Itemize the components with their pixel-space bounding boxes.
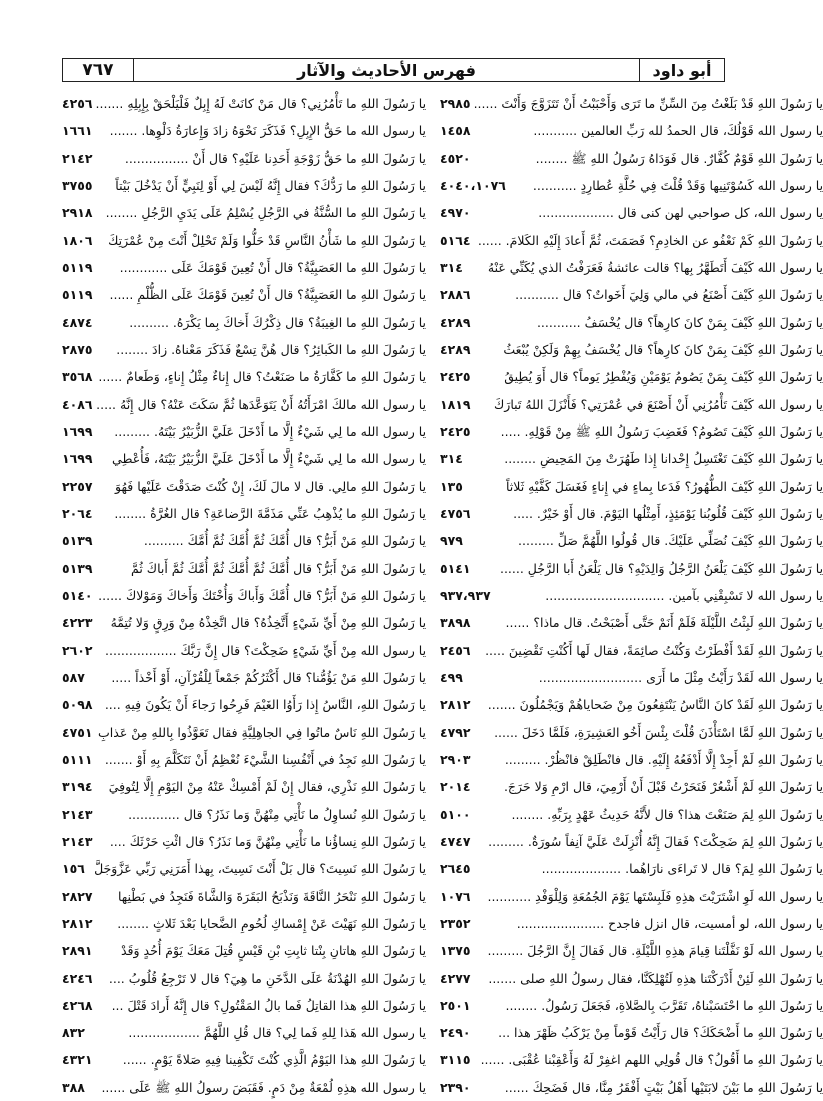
entry-number: ٢٣٩٠ bbox=[440, 1079, 471, 1095]
index-entry bbox=[62, 609, 426, 636]
index-entry bbox=[440, 309, 823, 336]
entry-text: يا رَسُولَ اللهِ ما كَفَّارَةُ ما صَنَعْتُ؟ قال إِناءٌ مِثْلُ إِناءٍ، وَطَعامٌ ...... bbox=[98, 369, 427, 385]
entry-text: يا رَسُولَ اللهِ لَمْ أَشْعُرْ فَنَحَرْتُ قَبْلَ أَنْ أَرْمِيَ، قال ارْمِ وَلا حَرَجَ. bbox=[503, 779, 823, 795]
entry-number: ٤٢٥٦ bbox=[62, 96, 93, 111]
entry-text: يا رسول الله ما لِي شَيْءٌ إِلَّا ما أَدْخَلَ عَلَيَّ الزُّبَيْرُ بَيْتَهُ. ......... bbox=[114, 423, 427, 439]
entry-number: ٢٦٠٢ bbox=[62, 642, 93, 658]
entry-number: ٢١٤٣ bbox=[62, 806, 93, 822]
index-entry bbox=[62, 1074, 426, 1101]
entry-number: ٤٣٢١ bbox=[62, 1052, 93, 1068]
index-entry bbox=[440, 801, 823, 828]
index-entry bbox=[62, 773, 426, 800]
index-columns bbox=[62, 90, 823, 1095]
index-entry bbox=[440, 227, 823, 254]
index-entry bbox=[62, 391, 426, 418]
entry-text: يا رَسُولَ اللهِ نِساؤُنا ما نَأْتِي مِنْهُنَّ وَما نَذَرُ؟ قال ائْتِ حَرْثَكَ .... bbox=[109, 833, 427, 849]
entry-text: يا رَسُولَ اللهِ ما أَضْحَكَكَ؟ قال رَأَيْتُ قَوْماً مِنْ يَرْكَبُ ظَهْرَ هذا ... bbox=[498, 1025, 823, 1041]
index-entry bbox=[62, 336, 426, 363]
entry-number: ٤٢٨٩ bbox=[440, 341, 471, 357]
entry-number: ٤٧٤٧ bbox=[440, 833, 471, 849]
entry-text: يا رسول الله كَيْفَ أَتَطَهَّرُ بِها؟ قالت عائشةُ فَعَرَفْتُ الذي يُكَنِّي عَنْهُ bbox=[487, 259, 823, 275]
entry-text: يا رسول الله كَيْفَ تَأْمُرُنِي أَنْ أَصْنَعَ في عُمْرَتِي؟ فَأَنْزَلَ اللهُ تَبارَكَ bbox=[494, 396, 823, 412]
entry-text: يا رَسُولَ اللهِ نَاسٌ ماتُوا فِي الجاهِلِيَّةِ فقال تَعَوَّذُوا بِاللهِ مِنْ عَذابِ bbox=[98, 724, 427, 740]
index-entry bbox=[62, 227, 426, 254]
index-entry bbox=[62, 172, 426, 199]
entry-number: ٩٣٧،٩٣٧ bbox=[440, 587, 491, 603]
entry-number: ٤٢٤٦ bbox=[62, 970, 93, 986]
index-entry bbox=[440, 254, 823, 281]
index-entry bbox=[440, 637, 823, 664]
index-entry bbox=[62, 473, 426, 500]
index-entry bbox=[62, 746, 426, 773]
entry-text: يا رَسُولَ اللهِ مَنْ أَبَرُّ؟ قال أُمَّكَ ثُمَّ أُمَّكَ ثُمَّ أُمَّكَ ثُمَّ أَباكَ ثُمَّ bbox=[131, 560, 427, 576]
entry-text: يا رَسُولَ اللهِ نَسِيتَ؟ قال بَلْ أَنْتَ نَسِيتَ، بِهذا أَمَرَنِي رَبِّي عَزَّوَجَلَّ bbox=[94, 861, 427, 877]
index-entry bbox=[440, 855, 823, 882]
entry-text: يا رَسُولَ اللهِ مَنْ أَبَرُّ؟ قال أُمَّكَ ثُمَّ أُمَّكَ ثُمَّ أُمَّكَ .......... bbox=[143, 533, 427, 549]
index-entry bbox=[62, 828, 426, 855]
index-entry bbox=[62, 117, 426, 144]
entry-number: ٢٦٤٥ bbox=[440, 861, 471, 877]
index-entry bbox=[440, 883, 823, 910]
index-entry bbox=[440, 691, 823, 718]
entry-number: ٢٤٢٥ bbox=[440, 369, 471, 385]
entry-number: ٥٨٧ bbox=[62, 669, 85, 685]
index-entry bbox=[62, 363, 426, 390]
entry-number: ١٦٩٩ bbox=[62, 451, 93, 467]
entry-number: ٥١١٩ bbox=[62, 259, 93, 275]
index-entry bbox=[62, 965, 426, 992]
entry-number: ٣٨٩٨ bbox=[440, 615, 471, 631]
index-entry bbox=[440, 281, 823, 308]
entry-text: يا رَسُولَ اللهِ الهُدْنَةُ عَلَى الدَّخَنِ ما هِيَ؟ قال لا تَرْجِعُ قُلُوبُ .... bbox=[108, 970, 427, 986]
index-entry bbox=[440, 500, 823, 527]
entry-number: ٤٧٥١ bbox=[62, 724, 93, 740]
entry-number: ٤٢٢٣ bbox=[62, 615, 93, 631]
index-entry bbox=[440, 199, 823, 226]
entry-number: ٣٧٥٥ bbox=[62, 177, 93, 193]
entry-number: ٢٠١٤ bbox=[440, 779, 471, 795]
index-entry bbox=[440, 1019, 823, 1046]
entry-text: يا رَسُولَ اللهِ ما حَقُّ زَوْجَةِ أَحَدِنا عَلَيْهِ؟ قال أَنْ ................ bbox=[124, 150, 427, 166]
index-entry bbox=[440, 145, 823, 172]
entry-text: يا رسول الله لَوِ اشْتَرَيْتَ هذِهِ فَلَبِسْتَها يَوْمَ الجُمُعَةِ وَلِلْوَفْدِ ........... bbox=[487, 888, 823, 904]
entry-number: ١٣٧٥ bbox=[440, 943, 471, 959]
entry-text: يا رَسُولَ اللهِ مِنْ أَيِّ شَيْءٍ أَتَّخِذُهُ؟ قال اتَّخِذْهُ مِنْ وَرِقٍ وَلا تُتِمَّهُ bbox=[110, 615, 427, 631]
index-entry bbox=[62, 309, 426, 336]
entry-number: ١٥٦ bbox=[62, 861, 85, 877]
index-entry bbox=[62, 691, 426, 718]
entry-number: ٢٤٥٦ bbox=[440, 642, 471, 658]
entry-text: يا رَسُولَ اللهِ ما شَأْنُ النَّاسِ قَدْ حَلُّوا وَلَمْ تَحْلِلْ أَنْتَ مِنْ عُمْرَتِكَ bbox=[108, 232, 427, 248]
index-entry bbox=[440, 746, 823, 773]
entry-number: ٣٥٦٨ bbox=[62, 369, 93, 385]
index-entry bbox=[62, 664, 426, 691]
entry-number: ٤٢٧٧ bbox=[440, 970, 471, 986]
entry-text: يا رَسُولَ اللهِ ما الكَبائِرُ؟ قال هُنَّ تِسْعٌ فَذَكَرَ مَعْناهُ. زادَ ........ bbox=[116, 341, 427, 357]
index-entry bbox=[62, 937, 426, 964]
entry-number: ٢٩٠٣ bbox=[440, 751, 471, 767]
index-entry bbox=[440, 664, 823, 691]
entry-text: يا رَسُولَ اللهِ هاتانِ بِنْتا ثابِتِ بْنِ قَيْسٍ قُتِلَ مَعَكَ يَوْمَ أُحُدٍ وَقَدْ bbox=[121, 943, 427, 959]
entry-text: يا رَسُولَ اللهِ كَيْفَ قُلُوبُنا يَوْمَئِذٍ، أَمِثْلُها اليَوْمَ. قال أَوْ خَيْرٌ. ..... bbox=[513, 505, 823, 521]
index-entry bbox=[62, 90, 426, 117]
page-header bbox=[62, 58, 725, 82]
entry-text: يا رَسُولَ اللهِ، النَّاسُ إِذا رَأَوُا الغَيْمَ فَرِحُوا رَجاءَ أَنْ يَكُونَ فِيهِ .... bbox=[104, 697, 427, 713]
entry-number: ٥١٣٩ bbox=[62, 533, 93, 549]
entry-text: يا رسول الله هَذا لِلهِ فَما لِي؟ قال قُلِ اللَّهُمَّ .................. bbox=[128, 1025, 427, 1041]
entry-text: يا رَسُولَ اللهِ كَيْفَ بِمَنْ يَصُومُ يَوْمَيْنِ وَيُفْطِرُ يَوماً؟ قال أَوَ يُطِيقُ bbox=[504, 369, 823, 385]
index-entry bbox=[62, 199, 426, 226]
entry-number: ٢٨٨٦ bbox=[440, 287, 471, 303]
entry-text: يا رَسُولَ اللهِ ما احْتَسَبْناهُ، تَقَرَّبَ بِالصَّلاةِ، فَجَعَلَ رَسُولُ. ........ bbox=[505, 997, 823, 1013]
entry-number: ٢٢٥٧ bbox=[62, 478, 93, 494]
index-entry bbox=[62, 254, 426, 281]
entry-text: يا رسول الله ما حَقُّ الإِبِلِ؟ فَذَكَرَ نَحْوَهُ زادَ وَإِعارَةُ دَلْوِها. ....... bbox=[109, 123, 427, 139]
entry-number: ١٠٧٦ bbox=[440, 888, 471, 904]
entry-text: يا رَسُولَ اللهِ كَيْفَ نُصَلِّي عَلَيْكَ. قال قُولُوا اللَّهُمَّ صَلِّ ......... bbox=[518, 533, 823, 549]
entry-number: ٥١٦٤ bbox=[440, 232, 471, 248]
index-entry bbox=[62, 555, 426, 582]
index-entry bbox=[440, 117, 823, 144]
index-entry bbox=[440, 90, 823, 117]
entry-number: ٢٣٥٢ bbox=[440, 915, 471, 931]
entry-number: ٥١٤٠ bbox=[62, 587, 93, 603]
entry-text: يا رَسُولَ اللهِ كَيْفَ بِمَنْ كانَ كارِهاً؟ قال يُخْسَفُ ........... bbox=[536, 314, 823, 330]
entry-text: يا رَسُولَ اللهِ لِمَ ضَحِكْتَ؟ فَقالَ إِنَّهُ أُنْزِلَتْ عَلَيَّ آنِفاً سُورَةٌ. ......... bbox=[488, 833, 823, 849]
entry-text: يا رَسُولَ اللهِ لَئِنْ أَدْرَكْتَنا هذِهِ لَتُهْلِكَنَّا، فقال رسولُ اللهِ صلى ....... bbox=[488, 970, 823, 986]
entry-text: يا رَسُولَ اللهِ كَيْفَ تَصُومُ؟ فَغَضِبَ رَسُولُ اللهِ ﷺ مِنْ قَوْلِهِ. ..... bbox=[500, 423, 823, 439]
entry-number: ٣١٤ bbox=[440, 259, 463, 275]
page-number: ٧٦٧ bbox=[63, 59, 134, 81]
entry-text: يا رَسُولَ اللهِ ما يُذْهِبُ عَنِّي مَذَمَّةَ الرَّضاعَةِ؟ قال الغُرَّةُ ........ bbox=[114, 505, 427, 521]
entry-number: ٨٣٢ bbox=[62, 1025, 85, 1041]
entry-text: يا رَسُولَ اللهِ نُساوِلُ ما نَأْتِي مِنْهُنَّ وَما نَذَرُ؟ قال ............. bbox=[128, 806, 427, 822]
entry-text: يا رَسُولَ اللهِ نَذْرِي، فقال إِنْ لَمْ أَمْسِكْ عَنْهُ مِنْ اليَوْمِ إِلَّا لِتُوفِيَ bbox=[108, 779, 427, 795]
entry-text: يا رسول الله مالكَ امْرَأَتُهُ أَنْ يَتَوَعَّدَها ثُمَّ سَكَتَ عَنْهُ؟ قال إِنَّهُ ..... bbox=[96, 396, 427, 412]
entry-text: يا رَسُولَ اللهِ لَقَدْ كانَ النَّاسُ يَنْتَفِعُونَ مِنْ ضَحاياهُمْ وَيَجْمُلُونَ ....... bbox=[487, 697, 823, 713]
entry-number: ١٣٥ bbox=[440, 478, 463, 494]
entry-text: يا رَسُولَ اللهِ مالِي. قال لا مالَ لَكَ، إِنْ كُنْتَ صَدَقْتَ عَلَيْها فَهُوَ bbox=[115, 478, 427, 494]
index-entry bbox=[62, 855, 426, 882]
index-entry bbox=[440, 609, 823, 636]
index-entry bbox=[62, 1046, 426, 1073]
entry-text: يا رَسُولَ اللهِ ما تَأْمُرُنِي؟ قال مَنْ كانَتْ لَهُ إِبِلٌ فَلْيَلْحَقْ بِإِبِلِهِ ....... bbox=[95, 96, 427, 111]
entry-text: يا رَسُولَ اللهِ لِمَ صَنَعْتَ هذا؟ قال لأَنَّهُ حَدِيثُ عَهْدٍ بِرَبِّهِ. ........ bbox=[511, 806, 823, 822]
entry-text: يا رَسُولَ اللهِ ما السُّنَّةُ في الرَّجُلِ يُسْلِمُ عَلَى يَدَيِ الرَّجُلِ ........ bbox=[105, 205, 427, 221]
entry-number: ٥٠٩٨ bbox=[62, 697, 93, 713]
entry-text: يا رَسُولَ اللهِ ما رَدُّكَ؟ فقال إِنَّهُ لَيْسَ لِي أَوْ لِنَبِيٍّ أَنْ يَدْخُلَ بَيْتاً bbox=[115, 177, 427, 193]
index-entry bbox=[62, 910, 426, 937]
entry-text: يا رَسُولَ اللهِ لَقَدْ أَفْطَرْتُ وَكُنْتُ صائِمَةً، فقال لَها أَكُنْتِ تَقْضِينَ ..... bbox=[485, 642, 823, 658]
entry-number: ٤٢٨٩ bbox=[440, 314, 471, 330]
entry-text: يا رَسُولَ اللهِ كَيْفَ تَغْتَسِلُ إِحْدانا إِذا طَهُرَتْ مِنَ المَحِيضِ ........ bbox=[504, 451, 823, 467]
entry-number: ١٨٠٦ bbox=[62, 232, 93, 248]
entry-text: يا رَسُولَ اللهِ هذا اليَوْمُ الَّذِي كُنْتَ تَكْفِينا فِيهِ صَلاةً يَوْمٍ. ...... bbox=[122, 1052, 427, 1068]
index-entry bbox=[440, 937, 823, 964]
entry-number: ٢٥٠١ bbox=[440, 997, 471, 1013]
entry-text: يا رَسُولَ اللهِ ما العَصَبِيَّةُ؟ قال أَنْ تُعِينَ قَوْمَكَ عَلَى الظُّلْمِ ...... bbox=[109, 287, 427, 303]
index-entry bbox=[62, 281, 426, 308]
index-entry bbox=[440, 1046, 823, 1073]
entry-number: ٩٧٩ bbox=[440, 533, 463, 549]
entry-number: ٤٧٩٢ bbox=[440, 724, 471, 740]
entry-text: يا رَسُولَ اللهِ لِمَ؟ قال لا تَراءَى نارَاهُما. .................... bbox=[541, 861, 823, 877]
entry-text: يا رَسُولَ اللهِ لَمْ أَجِدْ إِلَّا أَدْفَعُهُ إِلَيْهِ. قال فانْطَلِقْ فانْظُرْ. ......... bbox=[504, 751, 823, 767]
entry-text: يا رَسُولَ اللهِ ما العَصَبِيَّةُ؟ قال أَنْ تُعِينَ قَوْمَكَ عَلَى ............ bbox=[119, 259, 427, 275]
entry-number: ٢١٤٣ bbox=[62, 833, 93, 849]
entry-number: ٢٨٢٧ bbox=[62, 888, 93, 904]
index-entry bbox=[440, 965, 823, 992]
entry-text: يا رسول الله ما لِي شَيْءٌ إِلَّا ما أَدْخَلَ عَلَيَّ الزُّبَيْرُ بَيْتَهُ، فَأُعْطِي bbox=[112, 451, 427, 467]
entry-number: ٢٤٩٠ bbox=[440, 1025, 471, 1041]
entry-number: ٤٠٨٦ bbox=[62, 396, 93, 412]
entry-text: يا رَسُولَ اللهِ قَدْ بَلَغْتُ مِنَ السِّنِّ ما تَرَى وَأَحْبَبْتُ أَنْ تَتَزَوَّجَ وَأَنْتَ ...... bbox=[473, 96, 823, 111]
index-entry bbox=[62, 145, 426, 172]
entry-number: ٤٥٢٠ bbox=[440, 150, 471, 166]
index-entry bbox=[440, 363, 823, 390]
index-entry bbox=[440, 555, 823, 582]
index-entry bbox=[62, 500, 426, 527]
entry-text: يا رَسُولَ اللهِ مَنْ يَؤُمُّنا؟ قال أَكْثَرُكُمْ جَمْعاً لِلْقُرْآنِ، أَوْ أَخْذاً ..... bbox=[111, 669, 427, 685]
entry-number: ٤٢٦٨ bbox=[62, 997, 93, 1013]
entry-number: ٤٩٧٠ bbox=[440, 205, 471, 221]
entry-text: يا رسول الله هذِهِ لُمْعَةٌ مِنْ دَمٍ. فَقَبَضَ رسولُ اللهِ ﷺ عَلَى ...... bbox=[101, 1079, 427, 1095]
index-entry bbox=[440, 1074, 823, 1101]
book-title: أبو داود bbox=[639, 59, 724, 81]
entry-text: يا رَسُولَ اللهِ ما الغِيبَةُ؟ قال ذِكْرُكَ أَخاكَ بِما يَكْرَهُ. .......... bbox=[129, 314, 427, 330]
index-entry bbox=[440, 582, 823, 609]
entry-number: ٥١١١ bbox=[62, 751, 93, 767]
entry-text: يا رَسُولَ اللهِ لَبِثْتُ اللَّيْلَةَ فَلَمْ أَنَمْ حَتَّى أَصْبَحْتُ. قال ماذا؟ ...... bbox=[505, 615, 823, 631]
index-entry bbox=[440, 336, 823, 363]
entry-number: ٢٨٧٥ bbox=[62, 341, 93, 357]
index-entry bbox=[62, 719, 426, 746]
index-entry bbox=[440, 473, 823, 500]
index-entry bbox=[62, 1019, 426, 1046]
entry-number: ١٨١٩ bbox=[440, 396, 471, 412]
index-entry bbox=[440, 527, 823, 554]
index-entry bbox=[62, 445, 426, 472]
entry-number: ٤٨٧٤ bbox=[62, 314, 93, 330]
index-entry bbox=[62, 883, 426, 910]
index-entry bbox=[440, 391, 823, 418]
entry-number: ٥١٣٩ bbox=[62, 560, 93, 576]
index-entry bbox=[440, 773, 823, 800]
entry-number: ٢٨٩١ bbox=[62, 943, 93, 959]
entry-text: يا رَسُولَ اللهِ ما بَيْنَ لابَتَيْها أَهْلُ بَيْتٍ أَفْقَرُ مِنَّا، قال فَضَحِكَ ...... bbox=[504, 1079, 823, 1095]
right-column bbox=[440, 90, 823, 1095]
entry-text: يا رسول الله لا تَسْبِقْنِي بآمين. .............................. bbox=[545, 587, 823, 603]
entry-text: يا رَسُولَ اللهِ لَمَّا اسْتَأْذَنَ قُلْتَ بِئْسَ أَخُو العَشِيرَةِ، فَلَمَّا دَخَلَ ...... bbox=[494, 724, 823, 740]
index-entry bbox=[62, 637, 426, 664]
entry-text: يا رَسُولَ اللهِ كَمْ نَعْفُو عن الخادِمِ؟ فَصَمَتَ، ثُمَّ أَعادَ إِلَيْهِ الكَلامَ. ...... bbox=[477, 232, 823, 248]
entry-number: ١٦٦١ bbox=[62, 123, 93, 139]
entry-text: يا رَسُولَ اللهِ قَوْمٌ كُفَّارٌ. قال فَوَدَاهُ رَسُولُ اللهِ ﷺ ........ bbox=[535, 150, 823, 166]
entry-text: يا رَسُولَ اللهِ كَيْفَ أَصْنَعُ في مالي وَلِيَ أَخَواتٌ؟ قال ........... bbox=[515, 287, 823, 303]
entry-number: ٣٨٨ bbox=[62, 1079, 85, 1095]
entry-number: ١٤٥٨ bbox=[440, 123, 471, 139]
page-title: فهرس الأحاديث والآثار bbox=[297, 60, 476, 80]
entry-number: ٥١٤١ bbox=[440, 560, 471, 576]
entry-number: ٢٠٦٤ bbox=[62, 505, 93, 521]
entry-text: يا رَسُولَ اللهِ كَيْفَ يَلْعَنُ الرَّجُلُ وَالِدَيْهِ؟ قال يَلْعَنُ أَبا الرَّجُلِ ...... bbox=[499, 560, 823, 576]
entry-text: يا رسول الله قَوْلُكَ، قال الحمدُ لله رَبِّ العالمين ........... bbox=[533, 123, 823, 139]
entry-text: يا رسول الله، كل صواحبي لهن كنى قال ................... bbox=[538, 205, 823, 221]
entry-text: يا رسول الله لَوْ نَفَّلْتَنا قِيامَ هذِهِ اللَّيْلَةِ. قال فَقالَ إِنَّ الرَّجُلَ ......... bbox=[487, 943, 823, 959]
entry-text: يا رسول الله مِنْ أَيِّ شَيْءٍ ضَحِكْتَ؟ قال إِنَّ رَبَّكَ .................. bbox=[105, 642, 427, 658]
entry-number: ٣١٩٤ bbox=[62, 779, 93, 795]
entry-number: ٤٧٥٦ bbox=[440, 505, 471, 521]
left-column bbox=[62, 90, 427, 1095]
entry-number: ٢٩١٨ bbox=[62, 205, 93, 221]
index-entry bbox=[62, 801, 426, 828]
entry-number: ٥١٠٠ bbox=[440, 806, 471, 822]
index-entry bbox=[440, 992, 823, 1019]
index-entry bbox=[62, 582, 426, 609]
index-entry bbox=[440, 719, 823, 746]
entry-text: يا رسول الله كَسُوْتَنِيها وَقَدْ قُلْتَ فِي حُلَّةِ عُطارِدٍ ........... bbox=[532, 177, 823, 193]
entry-text: يا رسول الله لَقَدْ رَأَيْتُ مِثْلَ ما أَرَى .......................... bbox=[538, 669, 823, 685]
entry-number: ٢٨١٢ bbox=[440, 697, 471, 713]
entry-text: يا رَسُولَ اللهِ نَنْحَرُ النَّاقَةَ وَنَذْبَحُ البَقَرَةَ وَالشَّاةَ فَنَجِدُ في بَطْنِها bbox=[117, 888, 427, 904]
index-entry bbox=[440, 445, 823, 472]
entry-text: يا رسول الله، لو أمسيت، قال انزل فاجدح ...................... bbox=[516, 915, 823, 931]
entry-number: ٤٩٩ bbox=[440, 669, 463, 685]
entry-number: ٢١٤٢ bbox=[62, 150, 93, 166]
entry-number: ١٦٩٩ bbox=[62, 423, 93, 439]
entry-number: ٤٠٤٠،١٠٧٦ bbox=[440, 177, 506, 193]
entry-number: ٢٨١٢ bbox=[62, 915, 93, 931]
entry-text: يا رَسُولَ اللهِ كَيْفَ بِمَنْ كانَ كارِهاً؟ قال يُخْسَفُ بِهِمْ وَلَكِنْ يُبْعَثُ bbox=[503, 341, 823, 357]
index-entry bbox=[440, 828, 823, 855]
entry-text: يا رَسُولَ اللهِ ما أَقُولُ؟ قال قُولِي اللهم اغفِرْ لَهُ وَأَعْقِبْنا عُقْبَى. ...... bbox=[480, 1052, 823, 1068]
index-entry bbox=[440, 910, 823, 937]
index-entry bbox=[440, 418, 823, 445]
entry-number: ٢٤٢٥ bbox=[440, 423, 471, 439]
entry-number: ٣١١٥ bbox=[440, 1052, 471, 1068]
index-entry bbox=[62, 418, 426, 445]
entry-number: ٣١٤ bbox=[440, 451, 463, 467]
entry-text: يا رَسُولَ اللهِ نَجِدُ في أَنْفُسِنا الشَّيْءَ نُعْظِمُ أَنْ نَتَكَلَّمَ بِهِ أَوْ ....... bbox=[104, 751, 427, 767]
entry-number: ٢٩٨٥ bbox=[440, 96, 471, 111]
index-entry bbox=[62, 992, 426, 1019]
entry-text: يا رَسُولَ اللهِ مَنْ أَبَرُّ؟ قال أُمَّكَ وَأَباكَ وَأُخْتَكَ وَأَخاكَ وَمَوْلاكَ ...... bbox=[98, 587, 427, 603]
entry-number: ٥١١٩ bbox=[62, 287, 93, 303]
entry-text: يا رَسُولَ اللهِ نَهَيْتَ عَنْ إِمْساكِ لُحُومِ الضَّحايا بَعْدَ ثَلاثٍ ........ bbox=[117, 915, 427, 931]
entry-text: يا رَسُولَ اللهِ كَيْفَ الطُّهُورُ؟ فَدَعا بِماءٍ في إِناءٍ فَغَسَلَ كَفَّيْهِ ثَلاثاً bbox=[505, 478, 823, 494]
index-entry bbox=[62, 527, 426, 554]
index-entry bbox=[440, 172, 823, 199]
entry-text: يا رَسُولَ اللهِ هذا القاتِلُ فَما بالُ المَقْتُولِ؟ قال إِنَّهُ أَرادَ قَتْلَ ... bbox=[111, 997, 427, 1013]
